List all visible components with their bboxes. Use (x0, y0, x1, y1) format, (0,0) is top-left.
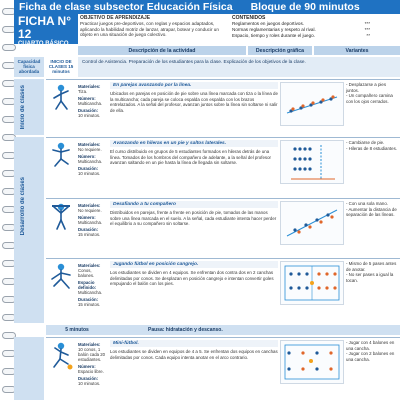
contents-item: Reglamentos en juegos deportivos. *** (232, 21, 370, 26)
ficha-box (14, 14, 78, 47)
activity-description: Ubicados en parejas en posición de pie sobre una línea marcada con tiza o la línea de la multicancha; cada pareja se coloca espalda con espalda con los brazos entrelazados. A la señal del profesor, avanzan juntos sobre la línea sin soltarse ni salir de ella. (110, 91, 278, 113)
capacity-label: Capacidad física abordada (14, 57, 44, 77)
space-value: Multicancha. (78, 159, 103, 164)
space-value: Multicancha. (78, 101, 103, 106)
duration-value: 15 minutos. (78, 302, 101, 307)
exercise-figure-icon (46, 140, 76, 170)
ficha-course: CUARTO BÁSICO (18, 41, 69, 47)
activity-description: Los estudiantes se dividen en equipos de 4 a 5. Se enfrentan dos equipos en canchas delimitadas por conos. Cada equipo intenta anotar en el arco contrario. (110, 349, 278, 360)
activity-variants: - Desplazarse a pies juntos. - Un compañero camina con los ojos cerrados. (346, 82, 393, 104)
materials-value: No requiere. (78, 147, 102, 152)
space-value: Multicancha. (78, 220, 103, 225)
objective-box (80, 15, 230, 43)
activity-meta: Materiales: No requiere. Número: Multicancha. Duración: 10 minutos. (78, 142, 103, 176)
materials-value: Conos, balones. (78, 268, 95, 278)
contents-item: Normas reglamentarias y respeto al rival. *** (232, 27, 370, 32)
contents-box (232, 15, 400, 43)
exercise-figure-icon (46, 82, 76, 112)
pause-duration: 5 minutos (65, 327, 89, 333)
activity-description: Los estudiantes se dividen en 4 equipos. Se enfrentan dos contra dos en 2 canchas delimitadas por conos. Se desplazan en posición cangrejo e intentan convertir goles empujando el balón con los pies. (110, 270, 274, 286)
activity-title: Avanzando en hileras en un pie y saltos laterales. (110, 140, 278, 147)
duration-value: 10 minutos. (78, 113, 101, 118)
activity-diagram (280, 261, 344, 305)
sheet-title: Ficha de clase subsector Educación Física (19, 1, 233, 13)
activity-block (46, 198, 400, 256)
activity-variants: - Mismo de 5 pases antes de anotar. - No ser pases a igual la tocan. (346, 261, 397, 283)
space-value: Multicancha. (78, 290, 103, 295)
band-inicio-label: Inicio de clases (20, 85, 26, 130)
activity-variants: - Cambiarse de pie. - Hileras de 8 estudiantes. (346, 140, 398, 151)
activity-title: Mini-fútbol. (110, 340, 278, 347)
contents-heading: CONTENIDOS (232, 15, 266, 21)
activity-description: El curso distribuido en grupos de 5 estudiantes formados en hileras detrás de una línea. Tomados de los hombros del compañero de adelante, a la señal del profesor avanzan saltando en un pie hasta la línea de llegada sin soltarse. (110, 149, 272, 165)
materials-value: Tiza. (78, 89, 88, 94)
materials-value: 10 conos, 1 balón cada 20 estudiantes. (78, 347, 105, 362)
sheet-duration: Bloque de 90 minutos (250, 1, 360, 13)
objective-text: Practicar juegos pre-deportivos, con reglas y espacios adaptados, aplicando la habilidad motriz de lanzar, atrapar, botear y conducir un objeto en una situación de juego colectivo. (80, 21, 219, 37)
activity-variants: - Jugar con 4 balones en una cancha. - Jugar con 2 balones en una cancha. (346, 340, 395, 362)
band-inicio (14, 79, 44, 135)
column-graphic: Descripción gráfica (248, 46, 312, 55)
activity-meta: Materiales: Conos, balones. Espacio definido: Multicancha. Duración: 15 minutos. (78, 263, 103, 307)
activity-diagram (280, 82, 344, 126)
activity-meta: Materiales: Tiza. Número: Multicancha. Duración: 10 minutos. (78, 84, 103, 118)
activity-block (46, 79, 400, 135)
activity-meta: Materiales: 10 conos, 1 balón cada 20 estudiantes. Número: Espacio libre. Duración: 10 minutos. (78, 342, 105, 386)
activity-diagram (280, 201, 344, 245)
objective-heading: OBJETIVO DE APRENDIZAJE (80, 15, 151, 21)
contents-item: Espacio, tiempo y roles durante el juego. ** (232, 33, 370, 38)
activity-block (46, 337, 400, 400)
materials-value: No requiere. (78, 208, 102, 213)
activity-title: En parejas avanzando por la línea. (110, 82, 278, 89)
pause-row (46, 325, 400, 335)
activity-diagram (280, 140, 344, 184)
duration-value: 15 minutos. (78, 232, 101, 237)
column-variants: Variantes (314, 46, 400, 55)
activity-block (46, 137, 400, 196)
activity-block (46, 258, 400, 323)
space-value: Espacio libre. (78, 369, 104, 374)
activity-diagram (280, 340, 344, 384)
start-cell: INICIO DE CLASES 15 minutos (48, 59, 74, 74)
activity-description: Distribuidos en parejas, frente a frente en posición de pie, tomados de las manos sobre una línea marcada en el suelo. A la señal, cada estudiante intenta hacer perder el equilibrio a su compañero sin soltarse. (110, 210, 277, 226)
exercise-figure-icon (46, 340, 76, 370)
info-row (14, 14, 400, 47)
activity-meta: Materiales: No requiere. Número: Multicancha. Duración: 15 minutos. (78, 203, 103, 237)
start-description: Control de Asistencia. Preparación de los estudiantes para la clase. Explicación de los objetivos de la clase. (78, 57, 400, 77)
duration-value: 10 minutos. (78, 171, 101, 176)
lesson-sheet (14, 0, 400, 400)
band-final (14, 337, 44, 400)
band-desarrollo-label: Desarrollo de clases (20, 177, 26, 236)
sheet-header (14, 0, 400, 14)
column-activity: Descripción de la actividad (78, 46, 246, 55)
pause-text: Pausa: hidratación y descanso. (148, 327, 223, 333)
duration-value: 10 minutos. (78, 381, 101, 386)
activity-title: Jugando fútbol en posición cangrejo. (110, 261, 278, 268)
activity-variants: - Con una sola mano. - Aumentar la distancia de separación de las líneas. (346, 201, 397, 217)
band-desarrollo (14, 137, 44, 323)
activity-title: Desafiando a tu compañero (110, 201, 278, 208)
ficha-number: FICHA N° 12 (18, 14, 72, 41)
exercise-figure-icon (46, 201, 76, 231)
exercise-figure-icon (46, 261, 76, 291)
